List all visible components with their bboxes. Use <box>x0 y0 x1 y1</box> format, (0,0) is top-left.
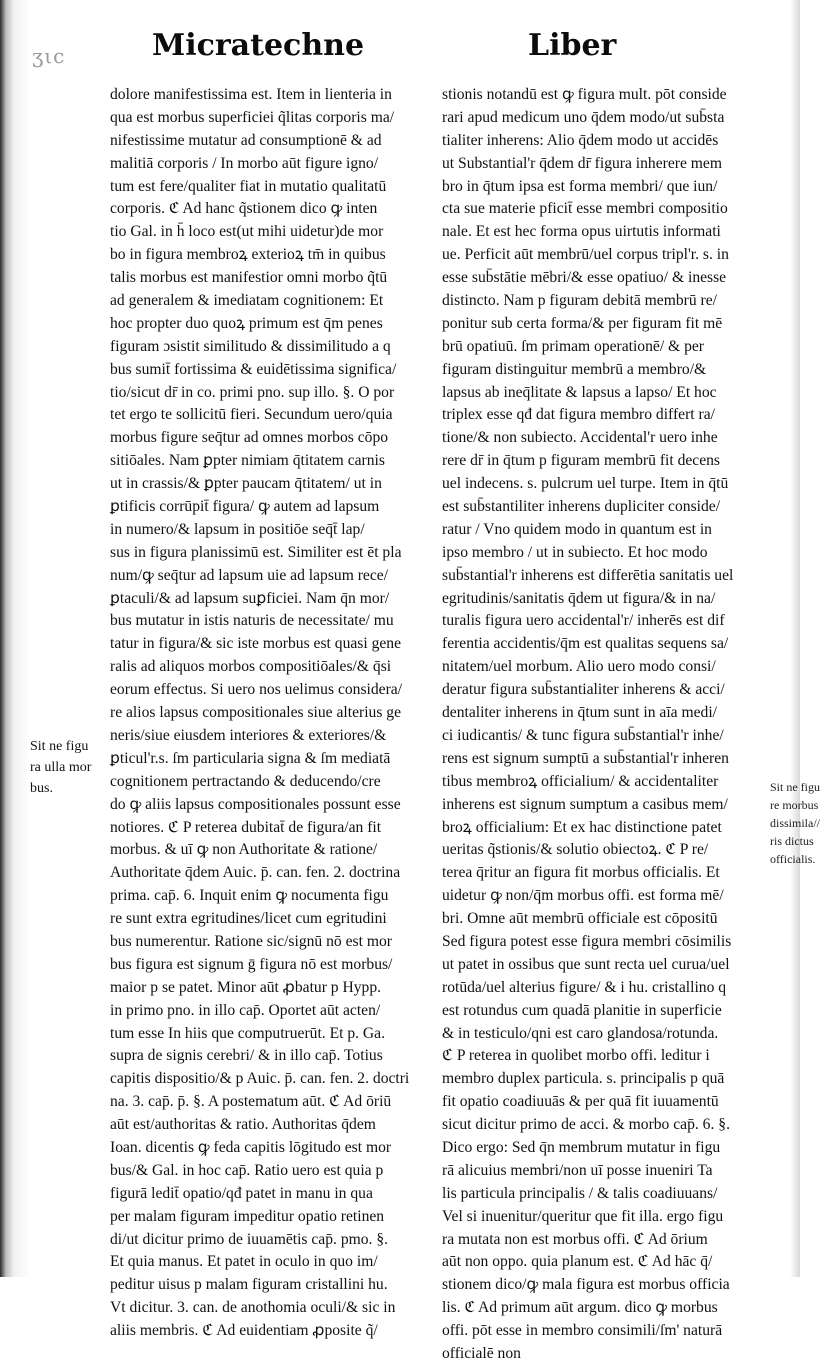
margin-note-line: dissimila// <box>770 816 820 830</box>
text-line: bus/& Gal. in hoc cap̄. Ratio uero est quia p <box>110 1161 384 1179</box>
text-line: in primo pno. in illo cap̄. Oportet aūt acten/ <box>110 1001 381 1019</box>
text-line: morbus. & uī ꝙ non Authoritate & ratione/ <box>110 841 378 859</box>
text-line: Et quia manus. Et patet in oculo in quo im/ <box>110 1253 378 1271</box>
running-head-right: Liber <box>528 28 617 63</box>
text-line: ueritas q̃stionis/& solutio obiectoꝝ. ℭ P re/ <box>442 841 709 859</box>
text-line: malitiā corporis / In morbo aūt figure igno/ <box>110 154 379 172</box>
text-line: rere dr̄ in q̄tum p figuram membrū fit decens <box>442 452 720 470</box>
text-line: lis. ℭ Ad primum aūt argum. dico ꝙ morbus <box>442 1299 718 1317</box>
text-line: re alios lapsus compositionales siue alterius ge <box>110 704 402 722</box>
text-line: ꝑtificis corrūpit̄ figura/ ꝙ autem ad lapsum <box>110 498 380 516</box>
text-line: turalis figura uero accidental'r/ inherēs est dif <box>442 612 725 630</box>
text-line: broꝝ officialium: Et ex hac distinctione patet <box>442 818 722 836</box>
text-line: Sed figura potest esse figura membri cōsimilis <box>442 932 732 950</box>
text-line: corporis. ℭ Ad hanc q̃stionem dico ꝙ inten <box>110 200 378 218</box>
text-line: eorum effectus. Si uero nos uelimus considera/ <box>110 681 403 699</box>
text-line: ut Substantial'r q̄dem dr̄ figura inherere mem <box>442 154 722 172</box>
text-line: in numero/& lapsum in positiōe seq̄t̄ lap/ <box>110 520 365 538</box>
text-line: nifestissime mutatur ad consumptionē & ad <box>110 131 382 149</box>
margin-note-line: ra ulla mor <box>30 760 92 775</box>
text-line: Vt dicitur. 3. can. de anothomia oculi/& sic in <box>110 1299 396 1317</box>
text-line: stionem dico/ꝙ mala figura est morbus officia <box>442 1276 730 1294</box>
text-line: peditur uisus p malam figuram cristallini hu. <box>110 1276 388 1294</box>
text-line: ꝑtaculi/& ad lapsum suꝑficiei. Nam q̄n mor/ <box>110 589 390 607</box>
text-line: Authoritate q̄dem Auic. p̄. can. fen. 2. doctrina <box>110 864 401 882</box>
text-line: figurā ledit̄ opatio/qđ patet in manu in qua <box>110 1184 373 1202</box>
right-text-column <box>442 84 768 1366</box>
text-line: Ioan. dicentis ꝙ feda capitis lōgitudo est mor <box>110 1138 392 1156</box>
text-line: dentaliter inherens in q̄tum sunt in aīa medi/ <box>442 704 717 722</box>
text-line: ꝑticul'r.s. ſm particularia signa & ſm mediatā <box>110 749 391 767</box>
text-line: do ꝙ aliis lapsus compositionales possunt esse <box>110 795 401 813</box>
text-line: egritudinis/sanitatis q̄dem ut figura/& in na/ <box>442 589 716 607</box>
text-line: num/ꝙ seq̄tur ad lapsum uie ad lapsum rece/ <box>110 566 389 584</box>
text-line: tio Gal. in h̄ loco est(ut mihi uidetur)de mor <box>110 223 384 241</box>
text-line: aliis membris. ℭ Ad euidentiam ꝓposite q̃/ <box>110 1322 378 1340</box>
left-text-column <box>110 84 420 1343</box>
text-line: nale. Et est hec forma opus uirtutis informati <box>442 223 721 241</box>
text-line: ad generalem & imediatam cognitionem: Et <box>110 292 384 310</box>
text-line: tum esse In hiis que computruerūt. Et p. Ga. <box>110 1024 385 1042</box>
margin-note-line: officialis. <box>770 852 816 866</box>
text-line: Vel si inuenitur/queritur que fit illa. ergo figu <box>442 1207 724 1225</box>
text-line: tet ergo te sollicitū fieri. Secundum uero/quia <box>110 406 393 424</box>
text-line: ue. Perficit aūt membrū/uel corpus tripl'r. s. in <box>442 246 729 264</box>
text-line: tatur in figura/& sic iste morbus est quasi gene <box>110 635 402 653</box>
text-line: lapsus ab ineq̄litate & lapsus a lapso/ Et hoc <box>442 383 717 401</box>
text-line: offi. pōt esse in membro consimili/ſm' naturā <box>442 1322 723 1340</box>
text-line: rari apud medicum uno q̄dem modo/ut sub̄sta <box>442 108 725 126</box>
text-line: Dico ergo: Sed q̄n membrum mutatur in figu <box>442 1138 721 1156</box>
text-line: tio/sicut dr̄ in co. primi pno. sup illo. §. O por <box>110 383 395 401</box>
margin-note-line: bus. <box>30 781 53 796</box>
text-line: dolore manifestissima est. Item in lienteria in <box>110 86 392 103</box>
text-line: prima. cap̄. 6. Inquit enim ꝙ nocumenta figu <box>110 887 389 905</box>
text-line: morbus figure seq̄tur ad omnes morbos cōpo <box>110 429 389 447</box>
text-line: uidetur ꝙ non/q̄m morbus offi. est forma mē/ <box>442 887 724 905</box>
text-line: maior p se patet. Minor aūt ꝓbatur p Hypp. <box>110 978 382 996</box>
text-line: ut patet in ossibus que sunt recta uel curua/uel <box>442 955 730 973</box>
text-line: figuram distinguitur membrū a membro/& <box>442 360 707 378</box>
text-line: sus in figura planissimū est. Similiter est ēt pla <box>110 543 402 561</box>
text-line: est sub̄stantiliter inherens dupliciter conside/ <box>442 498 721 516</box>
text-line: qua est morbus superficiei q̃litas corporis ma/ <box>110 108 395 126</box>
margin-note-line: Sit ne figu <box>770 780 820 794</box>
text-line: bo in figura membroꝝ exterioꝝ tm̄ in quibus <box>110 246 386 264</box>
text-line: distincto. Nam p figuram debitā membrū re/ <box>442 292 717 310</box>
running-head-left: Micratechne <box>152 28 365 63</box>
text-line: est rotundus cum quadā planitie in superficie <box>442 1001 722 1019</box>
text-line: ferentia accidentis/q̄m est qualitas sequens sa/ <box>442 635 729 653</box>
text-line: cta sue materie pficit̄ esse membri compositio <box>442 200 728 218</box>
text-line: talis morbus est manifestior omni morbo q̃tū <box>110 269 388 287</box>
text-line: re sunt extra egritudines/licet cum egritudini <box>110 910 387 928</box>
text-line: ut in crassis/& ꝑpter paucam q̄titatem/ ut in <box>110 475 382 493</box>
left-margin-note <box>30 736 91 799</box>
folio-number: ʒιc <box>32 44 66 68</box>
text-line: inherens est signum sumptum a casibus mem/ <box>442 795 728 813</box>
text-line: ipso membro / ut in subiecto. Et hoc modo <box>442 543 708 561</box>
text-line: notiores. ℭ P reterea dubitat̄ de figura/an fit <box>110 818 382 836</box>
text-line: & in testiculo/qni est caro glandosa/rotunda. <box>442 1024 719 1042</box>
text-line: rotūda/uel alterius figure/ & i hu. cristallino q <box>442 978 727 996</box>
text-line: esse sub̄stātie mēbri/& esse opatiuo/ & inesse <box>442 269 727 287</box>
text-line: aūt non oppo. quia planum est. ℭ Ad hāc q̄/ <box>442 1253 713 1271</box>
text-line: fit opatio coadiuuās & per quā fit iuuamentū <box>442 1093 719 1111</box>
text-line: stionis notandū est ꝙ figura mult. pōt conside <box>442 86 727 103</box>
text-line: bus mutatur in istis naturis de necessitate/ mu <box>110 612 394 630</box>
text-line: membro duplex particula. s. principalis p quā <box>442 1070 725 1088</box>
text-line: cognitionem pertractando & deducendo/cre <box>110 772 381 790</box>
text-line: na. 3. cap̄. p̄. §. A postematum aūt. ℭ Ad ōriū <box>110 1093 392 1111</box>
text-line: per malam figuram impeditur opatio retinen <box>110 1207 385 1225</box>
text-line: sitiōales. Nam ꝑpter nimiam q̄titatem carnis <box>110 452 385 470</box>
text-line: officialē non <box>442 1344 521 1362</box>
text-line: terea q̄ritur an figura fit morbus officialis. Et <box>442 864 720 882</box>
text-line: di/ut dicitur primo de iuuamētis cap̄. pmo. §. <box>110 1230 389 1248</box>
text-line: bus numerentur. Ratione sic/signū nō est mor <box>110 932 392 950</box>
margin-note-line: ris dictus <box>770 834 814 848</box>
text-line: deratur figura sub̄stantialiter inherens & acci/ <box>442 681 725 699</box>
text-line: supra de signis cerebri/ & in illo cap̄. Totius <box>110 1047 383 1065</box>
text-line: tum est fere/qualiter fiat in mutatio qualitatū <box>110 177 387 195</box>
text-line: ci iudicantis/ & tunc figura sub̄stantial'r inhe/ <box>442 726 724 744</box>
text-line: bri. Omne aūt membrū officiale est cōpositū <box>442 910 718 928</box>
text-line: nitatem/uel morbum. Alio uero modo consi/ <box>442 658 716 676</box>
text-line: capitis dispositio/& p Auic. p̄. can. fen. 2. doctri <box>110 1070 410 1088</box>
text-line: triplex esse qđ dat figura membro differt ra/ <box>442 406 715 424</box>
text-line: sicut dicitur primo de acci. & morbo cap̄. 6. §. <box>442 1116 730 1134</box>
right-margin-note <box>770 778 820 868</box>
text-line: ℭ P reterea in quolibet morbo offi. leditur i <box>442 1047 710 1065</box>
text-line: uel indecens. s. pulcrum uel turpe. Item in q̄tū <box>442 475 729 493</box>
text-line: brū opatiuū. ſm primam operationē/ & per <box>442 337 704 355</box>
text-line: hoc propter duo quoꝝ primum est q̄m penes <box>110 314 383 332</box>
text-line: figuram ɔsistit similitudo & dissimilitudo a q <box>110 337 391 355</box>
text-line: tione/& non subiecto. Accidental'r uero inhe <box>442 429 718 447</box>
text-line: tialiter inherens: Alio q̄dem modo ut accidēs <box>442 131 719 149</box>
text-line: tibus membroꝝ officialium/ & accidentaliter <box>442 772 719 790</box>
text-line: ratur / Vno quidem modo in quantum est in <box>442 520 712 538</box>
text-line: ponitur sub certa forma/& per figuram fit mē <box>442 314 723 332</box>
text-line: rens est signum sumptū a sub̄stantial'r inheren <box>442 749 729 767</box>
text-line: sub̄stantial'r inherens est differētia sanitatis uel <box>442 566 734 584</box>
text-line: bus sumit̄ fortissima & euidētissima significa/ <box>110 360 397 378</box>
text-line: ra mutata non est morbus offi. ℭ Ad ōrium <box>442 1230 708 1248</box>
text-line: bus figura est signum ḡ figura nō est morbus/ <box>110 955 393 973</box>
text-line: aūt est/authoritas & ratio. Authoritas q̄dem <box>110 1116 376 1134</box>
text-line: ralis ad aliquos morbos compositiōales/& q̄si <box>110 658 392 676</box>
margin-note-line: Sit ne figu <box>30 739 89 754</box>
text-line: rā alicuius membri/non uī posse inueniri Ta <box>442 1161 713 1179</box>
margin-note-line: re morbus <box>770 798 819 812</box>
text-line: neris/siue eiusdem interiores & exteriores/& <box>110 726 387 744</box>
text-line: lis particula principalis / & talis coadiuuans/ <box>442 1184 718 1202</box>
text-line: bro in q̄tum ipsa est forma membri/ que iun/ <box>442 177 718 195</box>
